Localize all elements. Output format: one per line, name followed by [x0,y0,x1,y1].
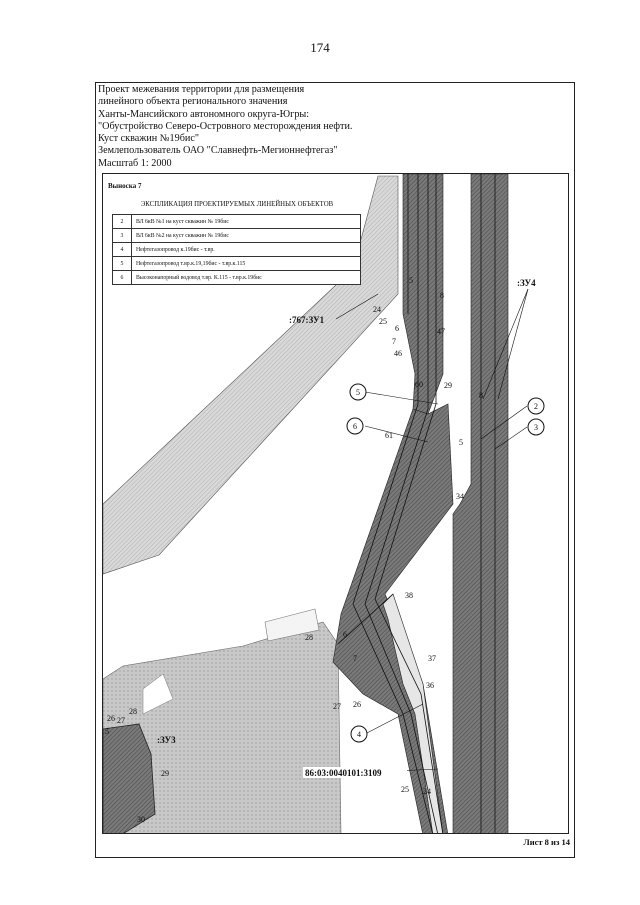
point-label: 7 [392,337,396,346]
title-line: "Обустройство Северо-Островного месторождения нефти. [98,120,353,132]
map-callout [102,173,569,834]
legend-table [112,214,361,285]
legend-row-num: 5 [113,257,132,271]
legend-row-num: 2 [113,215,132,229]
legend-row [113,215,361,229]
parcel-zu4-label: :ЗУ4 [517,278,536,288]
title-line: Проект межевания территории для размещения [98,84,305,95]
legend-row [113,271,361,285]
point-label: 29 [161,769,169,778]
legend-row [113,257,361,271]
marker-4-text: 4 [357,730,361,739]
legend-row-text: Нефтегазопровод т.вр.к.19,19бис - т.вр.к.115 [132,257,361,271]
legend-row-text: Нефтегазопровод к.19бис - т.вр. [132,243,361,257]
point-label: 6 [343,630,347,639]
legend [112,201,362,285]
legend-row-text: ВЛ 6кВ №1 на куст скважин № 19бис [132,215,361,229]
point-label: 26 [107,714,115,723]
point-label: 38 [405,591,413,600]
point-label: 37 [428,654,436,663]
point-label: 28 [129,707,137,716]
point-label: 24 [423,787,431,796]
point-label: 5 [105,727,109,736]
point-label: 30 [137,815,145,824]
point-label: 28 [305,633,313,642]
parcel-zu1-label: :767:ЗУ1 [289,315,325,325]
point-label: 8 [440,291,444,300]
point-label: 36 [426,681,434,690]
point-label: 46 [394,349,402,358]
legend-row-num: 3 [113,229,132,243]
marker-3-text: 3 [534,423,538,432]
legend-row-num: 6 [113,271,132,285]
point-label: 27 [333,702,341,711]
cadastral-label: 86:03:0040101:3109 [305,768,382,778]
point-label: 47 [437,327,445,336]
point-label: 7 [353,654,357,663]
point-label: 6 [395,324,399,333]
title-block [96,84,574,170]
point-label: 25 [401,785,409,794]
point-label: 5 [409,276,413,285]
pipeline-corridor-right [453,174,508,834]
legend-title: ЭКСПЛИКАЦИЯ ПРОЕКТИРУЕМЫХ ЛИНЕЙНЫХ ОБЪЕКТОВ [140,201,334,208]
title-line: Куст скважин №19бис" [98,133,200,145]
point-label: 27 [117,716,125,725]
point-label: 8 [479,391,483,400]
parcel-zu3-label: :ЗУ3 [157,735,176,745]
marker-5-text: 5 [356,388,360,397]
legend-row [113,229,361,243]
point-label: 24 [373,305,381,314]
scale-line: Масштаб 1: 2000 [98,157,172,169]
title-line: линейного объекта регионального значения [98,96,288,108]
point-label: 61 [385,431,393,440]
point-label: 5 [459,438,463,447]
legend-row-text: Высоконапорный водовод т.вр. К.115 - т.вр.к.19бис [132,271,361,285]
legend-row [113,243,361,257]
page-number: 174 [310,40,330,55]
marker-2-text: 2 [534,402,538,411]
marker-6-text: 6 [353,422,357,431]
title-line: Землепользователь ОАО "Славнефть-Мегионнефтегаз" [98,145,338,157]
pipeline-corridor-upper [403,174,443,414]
point-label: 29 [444,381,452,390]
point-label: 25 [379,317,387,326]
sheet-number: Лист 8 из 14 [523,837,570,847]
point-label: 60 [415,380,423,389]
legend-row-num: 4 [113,243,132,257]
point-label: 34 [456,492,464,501]
legend-row-text: ВЛ 6кВ №2 на куст скважин № 19бис [132,229,361,243]
title-line: Ханты-Мансийского автономного округа-Югры: [98,108,310,120]
callout-label: Выноска 7 [108,182,142,190]
point-label: 26 [353,700,361,709]
